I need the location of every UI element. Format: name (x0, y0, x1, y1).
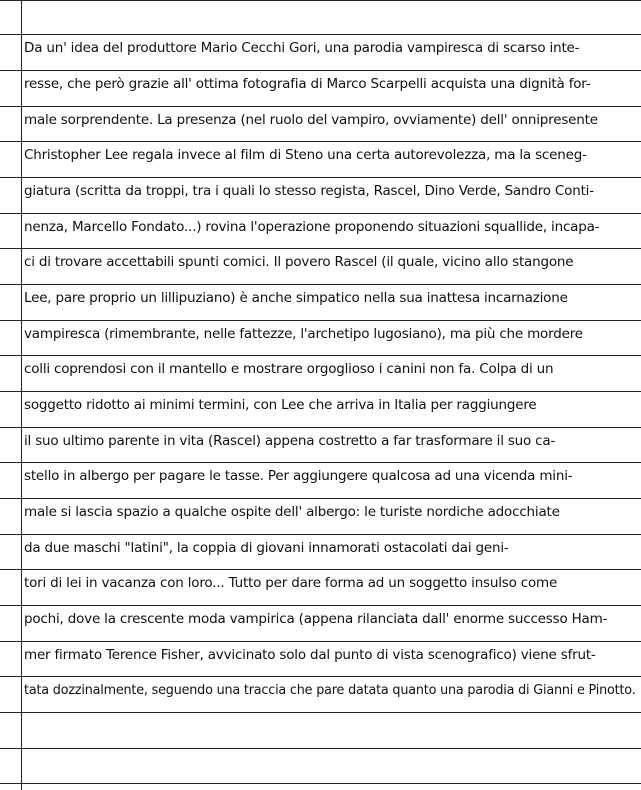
ruled-line (0, 0, 641, 1)
text-line: colli coprendosi con il mantello e mostrare orgoglioso i canini non fa. Colpa di un (24, 361, 554, 377)
ruled-line (0, 712, 641, 713)
margin-line (21, 0, 22, 790)
text-line: Lee, pare proprio un lillipuziano) è anche simpatico nella sua inattesa incarnazione (24, 290, 568, 306)
text-line: tata dozzinalmente, seguendo una traccia che pare datata quanto una parodia di Gianni e Pinotto. (24, 682, 636, 698)
text-line: da due maschi "latini", la coppia di giovani innamorati ostacolati dai geni- (24, 540, 509, 556)
ruled-line (0, 748, 641, 749)
text-line: il suo ultimo parente in vita (Rascel) appena costretto a far trasformare il suo ca- (24, 433, 556, 449)
ruled-line (0, 783, 641, 784)
text-line: soggetto ridotto ai minimi termini, con Lee che arriva in Italia per raggiungere (24, 397, 537, 413)
text-line: stello in albergo per pagare le tasse. Per aggiungere qualcosa ad una vicenda mini- (24, 468, 573, 484)
text-line: giatura (scritta da troppi, tra i quali lo stesso regista, Rascel, Dino Verde, Sandro Conti- (24, 183, 594, 199)
text-line: mer firmato Terence Fisher, avvicinato solo dal punto di vista scenografico) viene sfrut- (24, 647, 596, 663)
text-line: resse, che però grazie all' ottima fotografia di Marco Scarpelli acquista una dignità for- (24, 76, 591, 92)
text-line: tori di lei in vacanza con loro... Tutto per dare forma ad un soggetto insulso come (24, 575, 558, 591)
text-line: male sorprendente. La presenza (nel ruolo del vampiro, ovviamente) dell' onnipresente (24, 112, 598, 128)
text-line: Christopher Lee regala invece al film di Steno una certa autorevolezza, ma la sceneg- (24, 147, 587, 163)
text-line: vampiresca (rimembrante, nelle fattezze, l'archetipo lugosiano), ma più che mordere (24, 326, 583, 342)
text-line: Da un' idea del produttore Mario Cecchi Gori, una parodia vampiresca di scarso inte- (24, 40, 580, 56)
text-line: male si lascia spazio a qualche ospite dell' albergo: le turiste nordiche adocchiate (24, 504, 560, 520)
text-line: ci di trovare accettabili spunti comici. Il povero Rascel (il quale, vicino allo stangone (24, 254, 574, 270)
text-line: nenza, Marcello Fondato...) rovina l'operazione proponendo situazioni squallide, incapa- (24, 219, 600, 235)
text-line: pochi, dove la crescente moda vampirica (appena rilanciata dall' enorme successo Ham- (24, 611, 608, 627)
